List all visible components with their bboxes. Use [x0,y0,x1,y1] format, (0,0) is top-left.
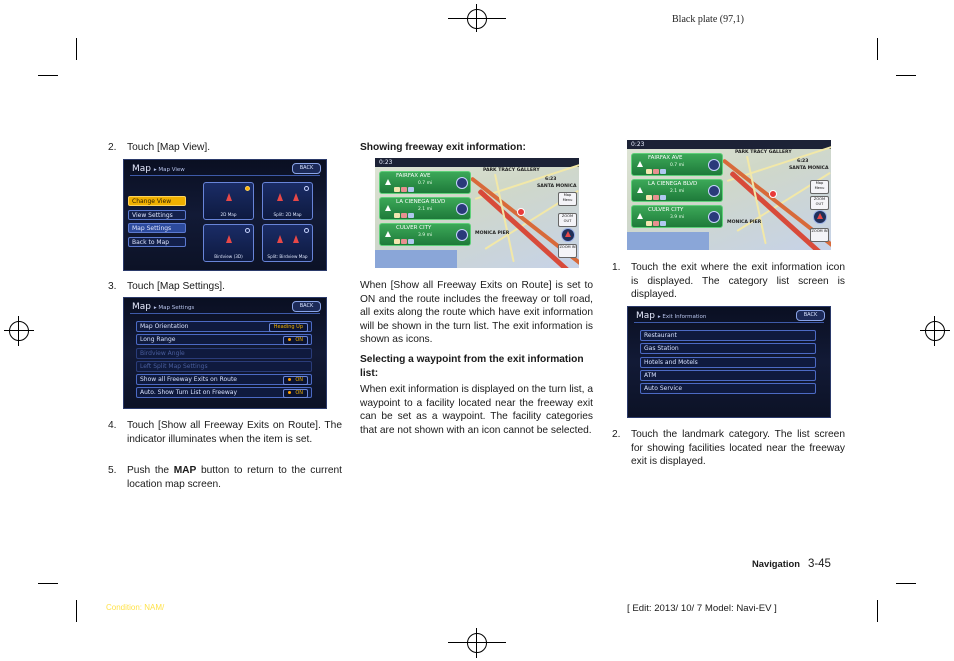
zoom-in-button[interactable]: ZOOM IN [558,244,577,258]
tile-2d-map[interactable]: 2D Map [203,182,254,220]
divider [130,313,320,314]
facility-icons [394,187,414,192]
vehicle-arrow-icon [277,193,283,201]
compass-icon[interactable] [561,228,575,242]
col1-step-2: 2. Touch [Map View]. [108,142,211,153]
exit-item[interactable]: LA CIENEGA BLVD 2.1 mi [631,179,723,202]
compass-icon[interactable] [813,210,827,224]
crop-tr-h [896,75,916,76]
map-label: MONICA PIER [727,220,762,225]
exit-info-icon[interactable] [708,211,720,223]
vehicle-arrow-icon [293,235,299,243]
screen-title: Map ▸ Map View [132,164,185,174]
map-label: SANTA MONICA [537,184,577,189]
crop-br-v [877,600,878,622]
indicator-icon [304,186,309,191]
col3-step-2: 2. Touch the landmark category. The list screen for showing facilities located near the freeway exit is displayed. [612,429,845,468]
section-name: Navigation [752,558,800,569]
map-label: PARK TRACY GALLERY [735,150,792,155]
on-indicator: ON [283,336,308,345]
page-reference [752,558,831,570]
vehicle-arrow-icon [293,193,299,201]
auto-show-turn-list-row[interactable]: Auto. Show Turn List on Freeway ON [136,387,312,398]
map-label: MONICA PIER [475,231,510,236]
col1-step-3: 3. Touch [Map Settings]. [108,281,225,292]
page-number: 3-45 [807,558,831,570]
freeway-exit-map-screen-2 [627,140,831,250]
change-view-button[interactable]: Change View [128,196,186,206]
map-key: MAP [173,465,197,476]
col1-step-5: 5. Push the MAP button to return to the current location map screen. [108,465,343,490]
back-to-map-button[interactable]: Back to Map [128,237,186,247]
col3-step-1: 1. Touch the exit where the exit information icon is displayed. The category list screen is displayed. [612,262,845,301]
exit-item[interactable]: FAIRFAX AVE 0.7 mi [631,153,723,176]
map-orientation-value: Heading Up [269,323,308,332]
section-heading-freeway-exit: Showing freeway exit information: [360,142,526,153]
facility-icons [646,169,666,174]
indicator-led-icon [288,338,291,341]
destination-flag-icon [769,190,777,198]
map-settings-button[interactable]: Map Settings [128,223,186,233]
vehicle-arrow-icon [226,235,232,243]
reg-mark-right-circle [925,321,945,341]
divider [130,175,320,176]
back-button[interactable]: BACK [292,301,321,312]
vehicle-arrow-icon [277,235,283,243]
zoom-in-button[interactable]: ZOOM IN [810,228,829,242]
back-button[interactable]: BACK [796,310,825,321]
crop-bl-v [76,600,77,622]
exit-arrow-icon [385,205,391,211]
facility-icons [646,221,666,226]
category-atm[interactable]: ATM [640,370,816,381]
status-bar [375,158,579,167]
crop-tr-v [877,38,878,60]
exit-arrow-icon [385,231,391,237]
map-menu-button[interactable]: Map Menu [558,192,577,206]
water-area [627,232,709,250]
tile-birdview-3d[interactable]: Birdview (3D) [203,224,254,262]
clock: 6:23 [545,177,557,182]
crop-tl-v [76,38,77,60]
indicator-led-icon [288,378,291,381]
section-heading-waypoint: Selecting a waypoint from the exit information list: [360,354,584,379]
exit-info-icon[interactable] [456,229,468,241]
exit-arrow-icon [637,161,643,167]
exit-arrow-icon [385,179,391,185]
zoom-out-button[interactable]: ZOOM OUT [810,196,829,210]
freeway-exit-map-screen [375,158,579,268]
exit-item[interactable]: CULVER CITY 3.9 mi [379,223,471,246]
screen-title: Map ▸ Map Settings [132,302,195,312]
exit-item[interactable]: CULVER CITY 3.9 mi [631,205,723,228]
category-auto-service[interactable]: Auto Service [640,383,816,394]
show-all-freeway-exits-row[interactable]: Show all Freeway Exits on Route ON [136,374,312,385]
exit-information-screen [627,306,831,418]
clock: 6:23 [797,159,809,164]
category-gas-station[interactable]: Gas Station [640,343,816,354]
exit-info-icon[interactable] [456,203,468,215]
reg-mark-top-circle [467,9,487,29]
destination-flag-icon [517,208,525,216]
vehicle-arrow-icon [226,193,232,201]
col1-step-4: 4. Touch [Show all Freeway Exits on Route]. The indicator illuminates when the item is set. [108,420,342,445]
tile-split-birdview-map[interactable]: Split: Birdview Map [262,224,313,262]
birdview-angle-row: Birdview Angle [136,348,312,359]
screen-title: Map ▸ Exit Information [636,311,707,321]
exit-arrow-icon [637,213,643,219]
indicator-icon [304,228,309,233]
map-label: PARK TRACY GALLERY [483,168,540,173]
indicator-led-icon [288,391,291,394]
tile-split-2d-map[interactable]: Split: 2D Map [262,182,313,220]
time-remaining: 0:23 [631,141,645,148]
facility-icons [394,213,414,218]
view-settings-button[interactable]: View Settings [128,210,186,220]
reg-mark-left-circle [9,321,29,341]
indicator-icon [245,228,250,233]
map-settings-screen [123,297,327,409]
exit-item[interactable]: FAIRFAX AVE 0.7 mi [379,171,471,194]
left-split-map-settings-row: Left Split Map Settings [136,361,312,372]
time-remaining: 0:23 [379,159,393,166]
on-indicator: ON [283,376,308,385]
facility-icons [646,195,666,200]
exit-arrow-icon [637,187,643,193]
facility-icons [394,239,414,244]
divider [634,322,824,323]
back-button[interactable]: BACK [292,163,321,174]
map-menu-button[interactable]: Map Menu [810,180,829,194]
long-range-row[interactable]: Long Range ON [136,334,312,345]
exit-info-icon[interactable] [708,185,720,197]
exit-info-icon[interactable] [456,177,468,189]
selected-indicator-icon [245,186,250,191]
map-orientation-row[interactable]: Map Orientation Heading Up [136,321,312,332]
waypoint-paragraph: When exit information is displayed on the turn list, a waypoint to a facility located near the freeway exit can be set as a waypoint. The facility categories that are not shown with an icon cannot be selected. [360,384,593,436]
on-indicator: ON [283,389,308,398]
condition-note: Condition: NAM/ [106,603,165,612]
exit-info-icon[interactable] [708,159,720,171]
crop-br-h [896,583,916,584]
edit-info: [ Edit: 2013/ 10/ 7 Model: Navi-EV ] [627,603,777,614]
crop-tl-h [38,75,58,76]
category-hotels-motels[interactable]: Hotels and Motels [640,357,816,368]
map-label: SANTA MONICA [789,166,829,171]
plate-label: Black plate (97,1) [672,14,744,25]
exit-item[interactable]: LA CIENEGA BLVD 2.1 mi [379,197,471,220]
freeway-exit-paragraph: When [Show all Freeway Exits on Route] is set to ON and the route includes the freeway or toll road, all exits along the route which have exit information will be shown in the turn list. The exit information is shown as icons. [360,280,593,346]
category-restaurant[interactable]: Restaurant [640,330,816,341]
crop-bl-h [38,583,58,584]
map-view-screen [123,159,327,271]
zoom-out-button[interactable]: ZOOM OUT [558,213,577,227]
status-bar [627,140,831,149]
reg-mark-bottom-circle [467,633,487,653]
water-area [375,250,457,268]
